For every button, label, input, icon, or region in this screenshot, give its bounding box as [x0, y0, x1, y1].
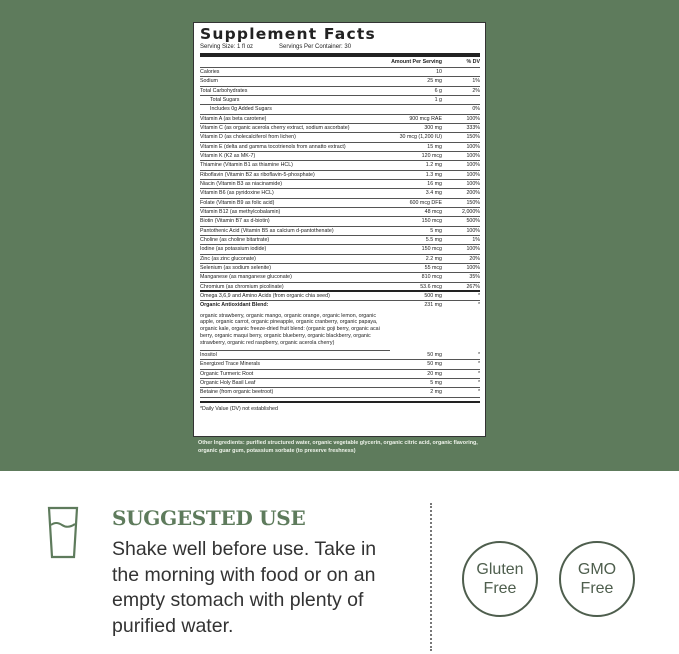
- row-dv: [442, 68, 480, 76]
- row-amount: 300 mg: [424, 124, 442, 131]
- table-row: [200, 143, 480, 152]
- row-dv: 150%: [466, 199, 480, 206]
- row-name: Zinc (as zinc gluconate): [200, 255, 256, 262]
- row-name: Energized Trace Minerals: [200, 361, 261, 368]
- row-name: Riboflavin (Vitamin B2 as riboflavin-5-phosphate): [200, 171, 315, 178]
- badge-line: GMO: [577, 561, 617, 578]
- row-amount: 231 mg: [424, 302, 442, 309]
- row-amount: 810 mcg: [421, 274, 442, 281]
- table-row: [200, 105, 480, 114]
- table-row: [200, 208, 480, 217]
- row-name: Vitamin C (as organic acerola cherry extract, sodium ascorbate): [200, 124, 350, 131]
- row-amount: 1.3 mg: [425, 171, 442, 178]
- table-row: [200, 180, 480, 189]
- servings-per-container: Servings Per Container: 30: [279, 44, 352, 50]
- table-row: [200, 199, 480, 208]
- table-row: [200, 189, 480, 198]
- row-name: Chromium (as chromium picolinate): [200, 283, 284, 290]
- row-amount: 3.4 mg: [425, 190, 442, 197]
- footnote: *Daily Value (DV) not established: [200, 401, 480, 414]
- table-row: [200, 171, 480, 180]
- row-amount: 150 mcg: [421, 218, 442, 225]
- row-amount: 2 mg: [430, 389, 442, 396]
- row-dv: 267%: [466, 283, 480, 290]
- row-dv: *: [477, 352, 480, 359]
- row-amount: 25 mg: [427, 78, 442, 85]
- table-row: [200, 96, 480, 105]
- row-dv: *: [477, 361, 480, 368]
- row-dv: 2,000%: [462, 208, 480, 215]
- row-name: Omega 3,6,9 and Amino Acids (from organic chia seed): [200, 292, 330, 299]
- row-amount: 120 mcg: [421, 152, 442, 159]
- row-amount: 5 mg: [430, 227, 442, 234]
- header-dv: % DV: [466, 59, 480, 65]
- table-row: [200, 124, 480, 133]
- badge-line: Gluten: [476, 561, 524, 578]
- row-name: Biotin (Vitamin B7 as d-biotin): [200, 218, 270, 225]
- table-header: [200, 57, 480, 68]
- row-name: Organic Holy Basil Leaf: [200, 380, 256, 387]
- row-name: Organic Antioxidant Blend:: [200, 302, 269, 309]
- header-amount: Amount Per Serving: [391, 59, 442, 65]
- row-dv: *: [477, 380, 480, 387]
- table-row: [200, 255, 480, 264]
- row-dv: 0%: [472, 106, 480, 113]
- supplement-facts-panel: [193, 22, 486, 437]
- row-dv: 100%: [466, 115, 480, 122]
- row-dv: 500%: [466, 218, 480, 225]
- row-name: Choline (as choline bitartrate): [200, 236, 270, 243]
- table-row: [200, 77, 480, 86]
- table-row: [200, 283, 480, 292]
- row-name: Selenium (as sodium selenite): [200, 264, 271, 271]
- row-name: Total Sugars: [210, 96, 240, 103]
- table-row: [200, 292, 480, 301]
- table-row: [200, 133, 480, 142]
- row-dv: 100%: [466, 227, 480, 234]
- row-amount: 900 mcg RAE: [409, 115, 442, 122]
- row-name: Pantothenic Acid (Vitamin B5 as calcium d-pantothenate): [200, 227, 334, 234]
- row-amount: 1 g: [434, 96, 442, 103]
- other-ingredients: Other Ingredients: purified structured water, organic vegetable glycerin, organic citric acid, organic flavoring, organic guar gum, potassium sorbate (to preserve freshness): [198, 440, 478, 454]
- glass-of-water-icon: [47, 506, 79, 560]
- row-name: Total Carbohydrates: [200, 87, 248, 94]
- row-dv: 100%: [466, 143, 480, 150]
- row-dv: 2%: [472, 87, 480, 94]
- table-row: [200, 245, 480, 254]
- row-dv: 20%: [469, 255, 480, 262]
- row-name: Manganese (as manganese gluconate): [200, 274, 292, 281]
- row-name: Niacin (Vitamin B3 as niacinamide): [200, 180, 283, 187]
- row-amount: 500 mg: [424, 292, 442, 299]
- row-amount: [362, 105, 442, 113]
- row-amount: 20 mg: [427, 370, 442, 377]
- table-row: [200, 360, 480, 369]
- row-dv: *: [477, 302, 480, 309]
- suggested-use-title: SUGGESTED USE: [112, 506, 306, 530]
- row-dv: 150%: [466, 134, 480, 141]
- row-amount: 600 mcg DFE: [409, 199, 442, 206]
- table-row: [200, 161, 480, 170]
- row-amount: 6 g: [434, 87, 442, 94]
- row-name: Thiamine (Vitamin B1 as thiamine HCL): [200, 162, 293, 169]
- row-amount: 50 mg: [427, 361, 442, 368]
- row-dv: 1%: [472, 78, 480, 85]
- row-dv: 100%: [466, 180, 480, 187]
- table-row: [200, 152, 480, 161]
- badge-line: Free: [580, 580, 614, 597]
- row-dv: 200%: [466, 190, 480, 197]
- table-row: [200, 227, 480, 236]
- table-row: [200, 351, 480, 360]
- row-dv: 100%: [466, 171, 480, 178]
- row-amount: 55 mcg: [424, 264, 442, 271]
- dotted-divider: [430, 503, 432, 651]
- row-dv: 1%: [472, 236, 480, 243]
- row-name: Vitamin E (delta and gamma tocotrienols from annatto extract): [200, 143, 346, 150]
- row-name: Organic Turmeric Root: [200, 370, 254, 377]
- badge-line: Free: [483, 580, 517, 597]
- serving-size: Serving Size: 1 fl oz: [200, 44, 254, 50]
- row-name: Includes 0g Added Sugars: [210, 106, 272, 113]
- row-dv: [442, 96, 480, 104]
- row-amount: 1.2 mg: [425, 162, 442, 169]
- row-amount: 30 mcg (1,200 IU): [399, 134, 442, 141]
- suggested-use-text: Shake well before use. Take in the morning with food or on an empty stomach with plenty of purified water.: [112, 538, 377, 637]
- row-amount: 5 mg: [430, 380, 442, 387]
- row-dv: 35%: [469, 274, 480, 281]
- row-amount: 50 mg: [427, 352, 442, 359]
- row-name: Vitamin B12 (as methylcobalamin): [200, 208, 281, 215]
- row-amount: 15 mg: [427, 143, 442, 150]
- table-row: [200, 264, 480, 273]
- row-name: Sodium: [200, 78, 218, 85]
- row-name: Calories: [200, 69, 220, 75]
- row-name: Iodine (as potassium iodide): [200, 246, 267, 253]
- row-amount: 10: [436, 69, 442, 75]
- table-row: [200, 301, 480, 310]
- row-amount: 48 mcg: [424, 208, 442, 215]
- blend-ingredients: organic strawberry, organic mango, organic orange, organic lemon, organic apple, organic carrot, organic pineapple, organic cranberry, organic papaya, organic kale, organic freeze-dried fruit blend: (organic goji berry, organic acai berry, organic maqui berry, organic blueberry, organic blackberry, organic strawberry, organic red raspberry, organic acerola cherry): [200, 311, 390, 352]
- table-row: [200, 370, 480, 379]
- table-row: [200, 236, 480, 245]
- row-name: Vitamin D (as cholecalciferol from lichen): [200, 134, 296, 141]
- row-dv: 100%: [466, 264, 480, 271]
- gmo-free-badge: [559, 541, 635, 617]
- row-amount: 2.2 mg: [425, 255, 442, 262]
- row-dv: 100%: [466, 246, 480, 253]
- row-dv: *: [477, 292, 480, 299]
- serving-info: [200, 43, 480, 57]
- row-name: Vitamin B6 (as pyridoxine HCL): [200, 190, 274, 197]
- row-amount: 5.5 mg: [425, 236, 442, 243]
- row-name: Inositol: [200, 352, 217, 359]
- row-dv: 100%: [466, 162, 480, 169]
- row-amount: 16 mg: [427, 180, 442, 187]
- panel-title: Supplement Facts: [200, 25, 376, 43]
- row-dv: 333%: [466, 124, 480, 131]
- row-dv: *: [477, 389, 480, 396]
- row-dv: *: [477, 370, 480, 377]
- table-row: [200, 379, 480, 388]
- table-row: [200, 68, 480, 77]
- table-row: [200, 273, 480, 282]
- row-name: Betaine (from organic beetroot): [200, 389, 274, 396]
- row-dv: 100%: [466, 152, 480, 159]
- table-row: [200, 87, 480, 96]
- gluten-free-badge: [462, 541, 538, 617]
- row-amount: 150 mcg: [421, 246, 442, 253]
- table-row: [200, 115, 480, 124]
- row-name: Vitamin K (K2 as MK-7): [200, 152, 256, 159]
- table-row: [200, 388, 480, 397]
- table-row: [200, 217, 480, 226]
- row-name: Folate (Vitamin B9 as folic acid): [200, 199, 275, 206]
- row-name: Vitamin A (as beta carotene): [200, 115, 267, 122]
- row-amount: 53.6 mcg: [420, 283, 442, 290]
